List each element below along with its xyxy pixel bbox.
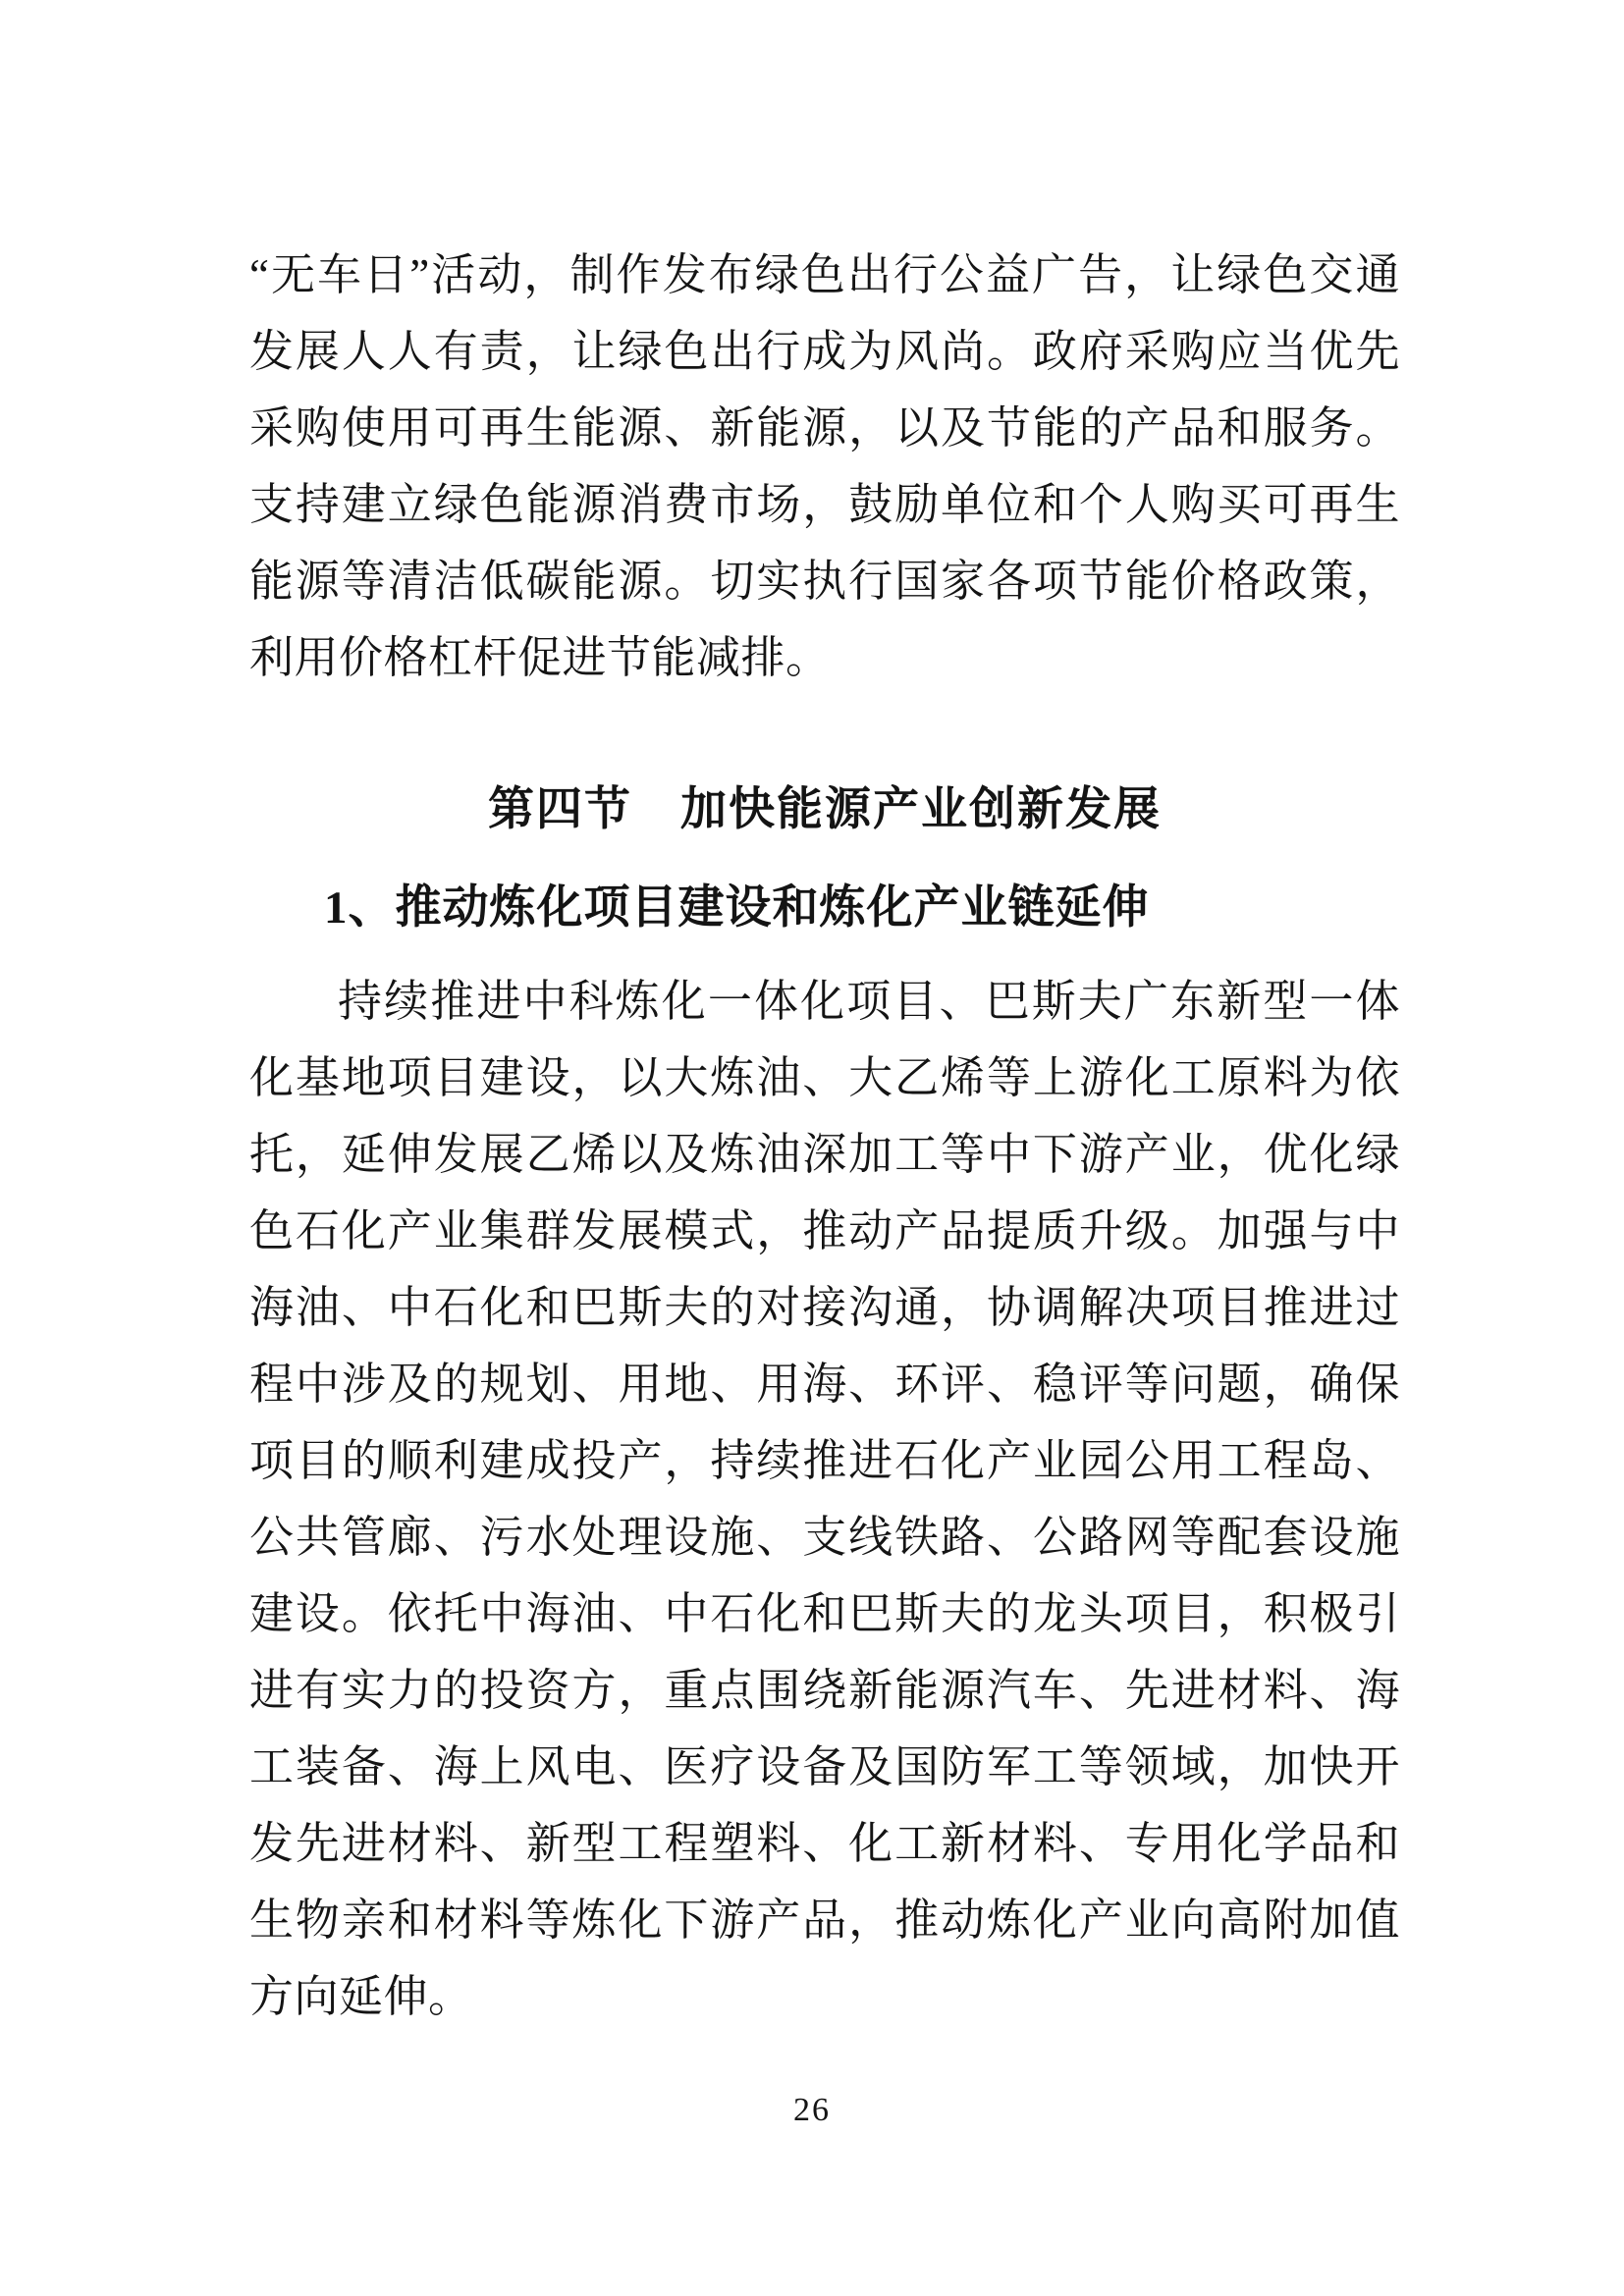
subsection-heading-refining-chemical-chain: 1、推动炼化项目建设和炼化产业链延伸 [324, 882, 1150, 934]
section-heading-energy-industry-innovation: 第四节 加快能源产业创新发展 [488, 784, 1162, 835]
paragraph-green-energy-consumption: “无车日”活动，制作发布绿色出行公益广告，让绿色交通发展人人有责，让绿色出行成为风尚。政府采购应当优先采购使用可再生能源、新能源，以及节能的产品和服务。支持建立绿色能源消费市场，鼓励单位和个人购买可再生能源等清洁低碳能源。切实执行国家各项节能价格政策，利用价格杠杆促进节能减排。 [249, 250, 1400, 682]
page-number: 26 [793, 2092, 831, 2128]
paragraph-petrochemical-projects: 持续推进中科炼化一体化项目、巴斯夫广东新型一体化基地项目建设，以大炼油、大乙烯等上游化工原料为依托，延伸发展乙烯以及炼油深加工等中下游产业，优化绿色石化产业集群发展模式，推动产品提质升级。加强与中海油、中石化和巴斯夫的对接沟通，协调解决项目推进过程中涉及的规划、用地、用海、环评、稳评等问题，确保项目的顺利建成投产，持续推进石化产业园公用工程岛、公共管廊、污水处理设施、支线铁路、公路网等配套设施建设。依托中海油、中石化和巴斯夫的龙头项目，积极引进有实力的投资方，重点围绕新能源汽车、先进材料、海工装备、海上风电、医疗设备及国防军工等领域，加快开发先进材料、新型工程塑料、化工新材料、专用化学品和生物亲和材料等炼化下游产品，推动炼化产业向高附加值方向延伸。 [249, 977, 1400, 2021]
